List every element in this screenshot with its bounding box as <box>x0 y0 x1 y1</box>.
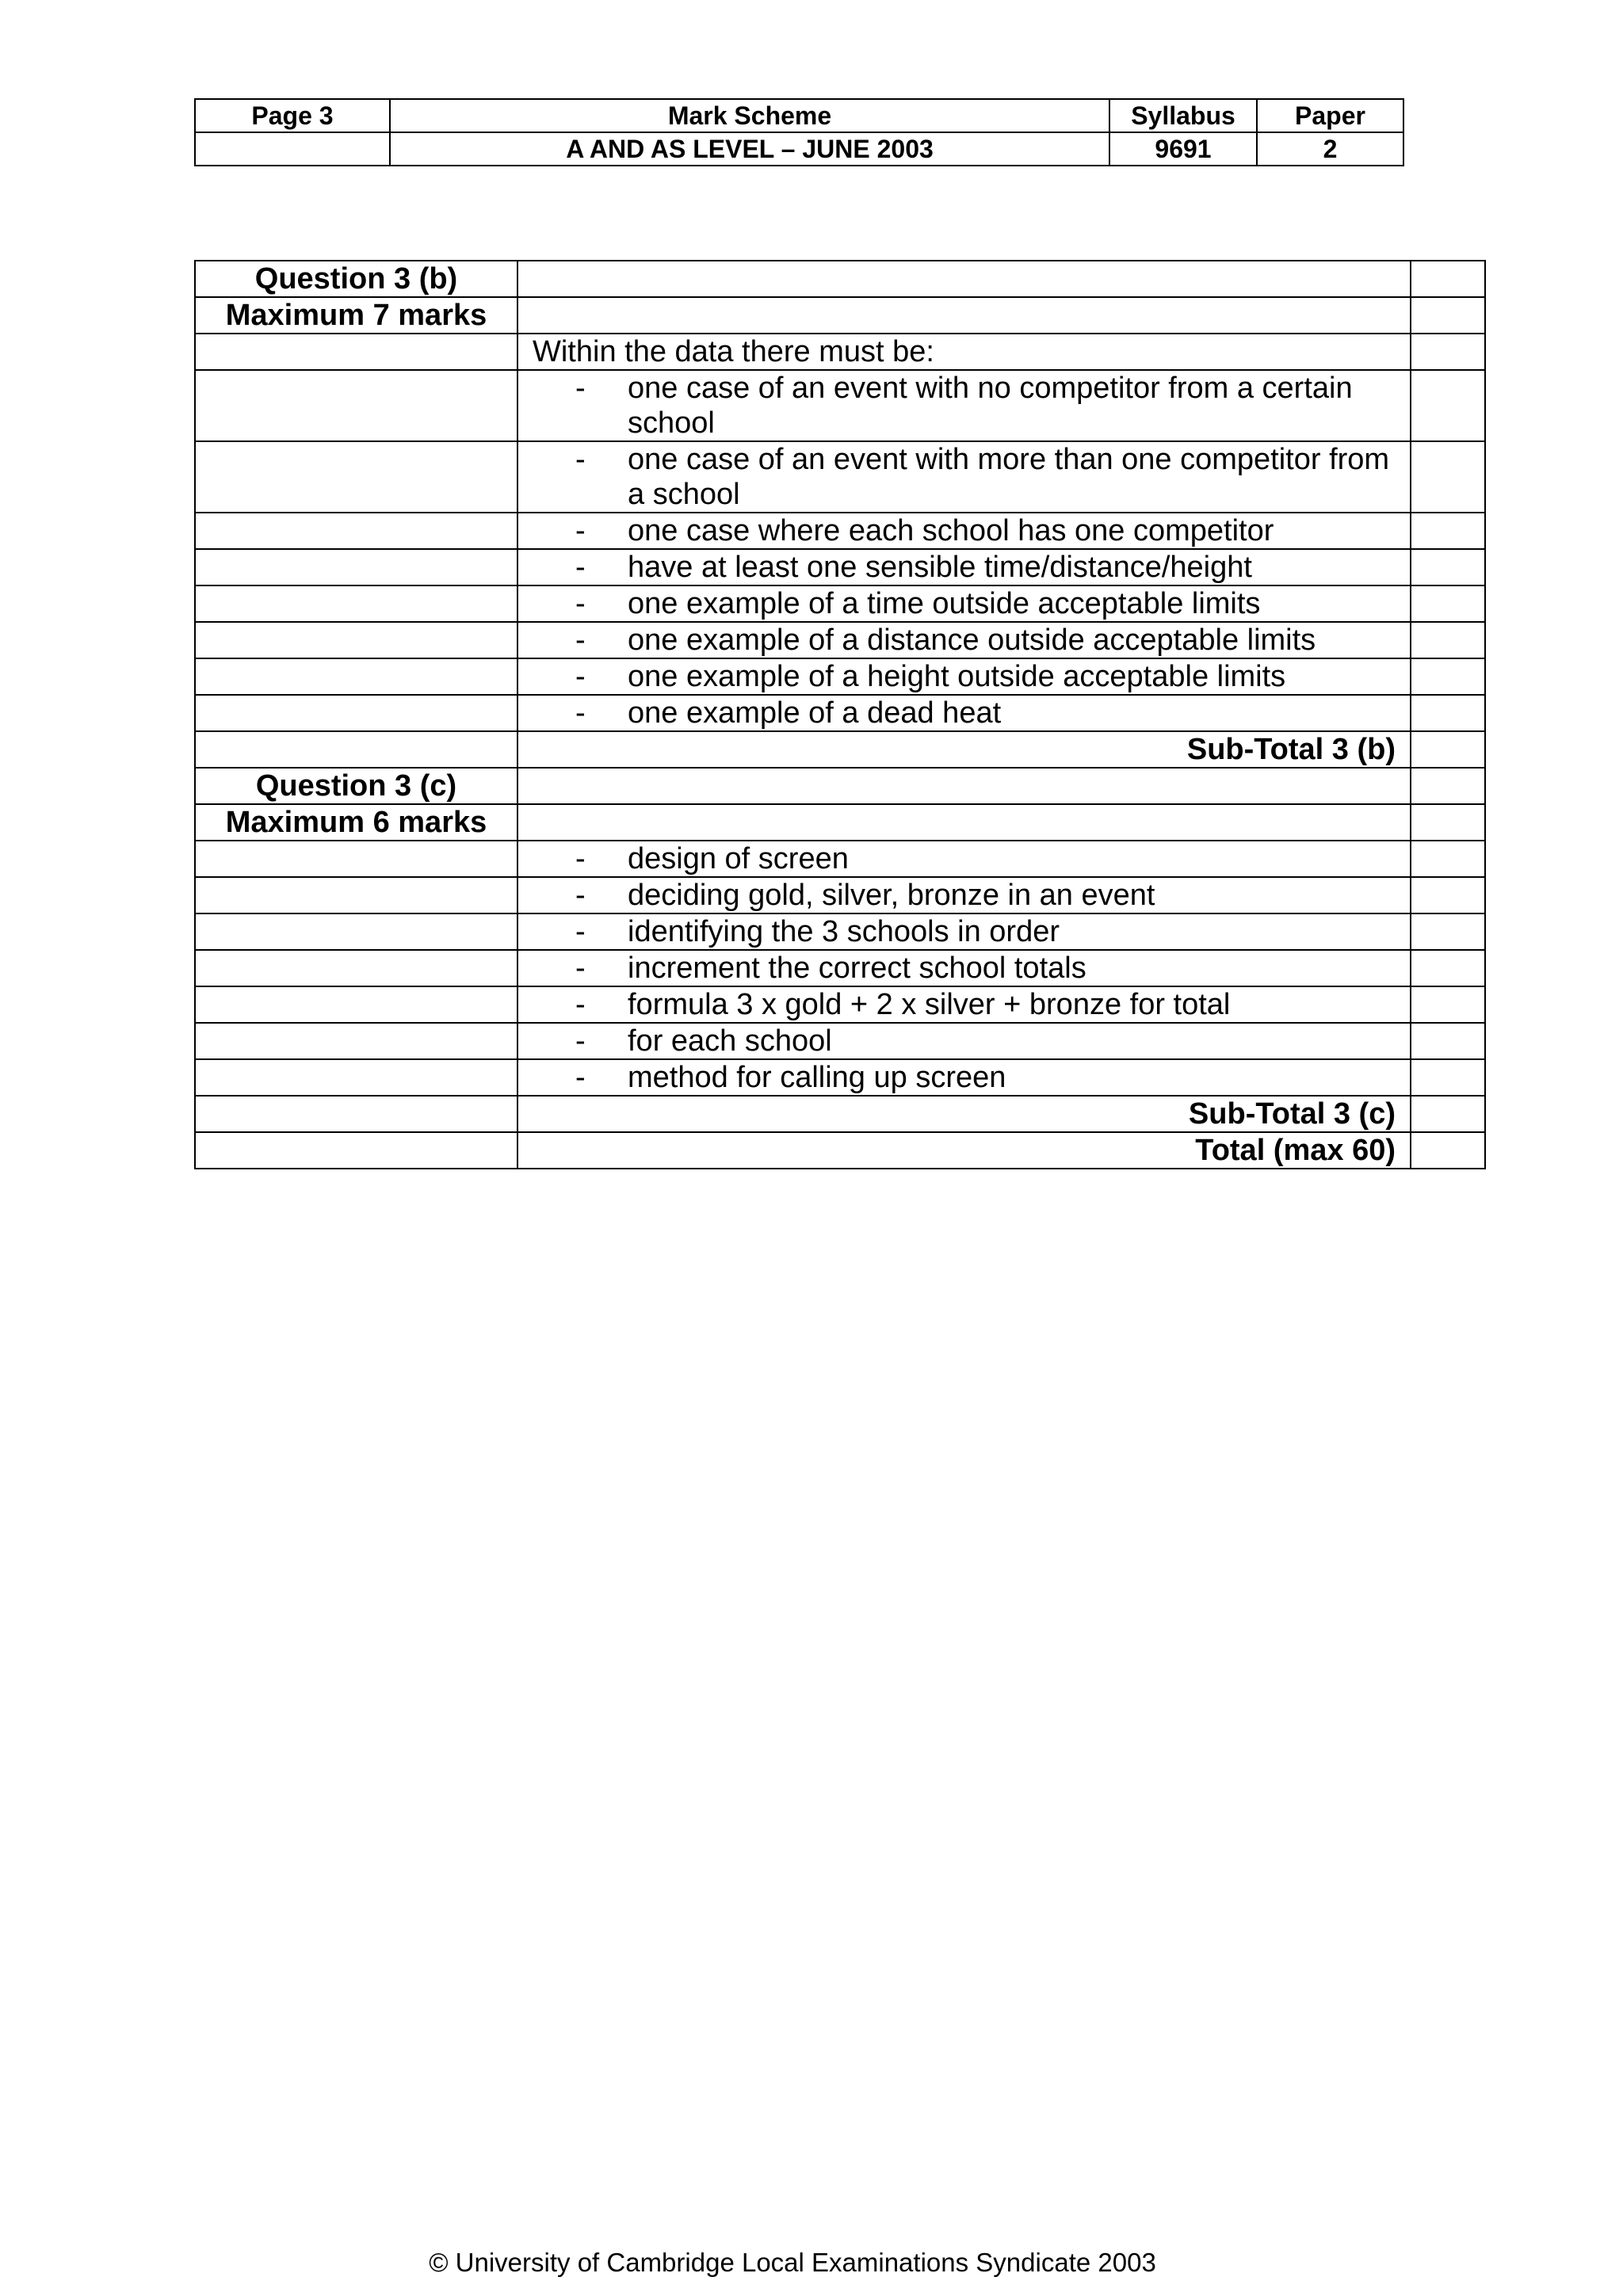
subtotal-label: Sub-Total 3 (c) <box>517 1096 1411 1132</box>
empty-cell <box>195 132 390 166</box>
document-title: Mark Scheme <box>390 99 1109 132</box>
exam-level: A AND AS LEVEL – JUNE 2003 <box>390 132 1109 166</box>
list-item: - deciding gold, silver, bronze in an event <box>575 879 1155 912</box>
table-row <box>195 1096 1485 1132</box>
copyright-footer: © University of Cambridge Local Examinations Syndicate 2003 <box>429 2248 1156 2277</box>
total-label: Total (max 60) <box>517 1132 1411 1169</box>
subtotal-label: Sub-Total 3 (b) <box>517 731 1411 768</box>
intro-text: Within the data there must be: <box>517 334 1411 370</box>
table-row <box>195 261 1485 297</box>
list-item: - one example of a height outside acceptable limits <box>575 660 1286 693</box>
syllabus-code: 9691 <box>1109 132 1257 166</box>
table-row <box>195 297 1485 334</box>
question-label: Question 3 (c) <box>195 768 517 804</box>
list-item: - one case of an event with no competitor from a certain school <box>575 372 1353 440</box>
list-item: - one example of a distance outside acceptable limits <box>575 624 1316 657</box>
header-row <box>195 132 1403 166</box>
table-row <box>195 695 1485 731</box>
table-row <box>195 1132 1485 1169</box>
table-row <box>195 841 1485 877</box>
list-item: - have at least one sensible time/distance/height <box>575 551 1252 584</box>
header-row <box>195 99 1403 132</box>
list-item: - identifying the 3 schools in order <box>575 915 1060 948</box>
table-row <box>195 658 1485 695</box>
table-row <box>195 768 1485 804</box>
syllabus-label: Syllabus <box>1109 99 1257 132</box>
max-marks: Maximum 7 marks <box>195 297 517 334</box>
list-item: - one example of a time outside acceptable limits <box>575 587 1261 620</box>
table-row <box>195 441 1485 513</box>
max-marks: Maximum 6 marks <box>195 804 517 841</box>
table-row <box>195 731 1485 768</box>
table-row <box>195 549 1485 585</box>
list-item: - for each school <box>575 1024 832 1058</box>
table-row <box>195 334 1485 370</box>
table-row <box>195 513 1485 549</box>
table-row <box>195 877 1485 913</box>
question-label: Question 3 (b) <box>195 261 517 297</box>
table-row <box>195 370 1485 441</box>
paper-label: Paper <box>1257 99 1403 132</box>
table-row <box>195 804 1485 841</box>
header-table <box>194 98 1404 166</box>
list-item: - one case of an event with more than one competitor from a school <box>575 443 1390 511</box>
list-item: - method for calling up screen <box>575 1061 1006 1094</box>
mark-scheme-table <box>194 260 1486 1169</box>
list-item: - formula 3 x gold + 2 x silver + bronze for total <box>575 988 1231 1021</box>
table-row <box>195 986 1485 1023</box>
list-item: - increment the correct school totals <box>575 952 1086 985</box>
list-item: - one case where each school has one competitor <box>575 514 1274 547</box>
list-item: - one example of a dead heat <box>575 696 1002 730</box>
table-row <box>195 622 1485 658</box>
page-number: Page 3 <box>195 99 390 132</box>
list-item: - design of screen <box>575 842 849 875</box>
table-row <box>195 1023 1485 1059</box>
table-row <box>195 585 1485 622</box>
table-row <box>195 913 1485 950</box>
table-row <box>195 950 1485 986</box>
paper-number: 2 <box>1257 132 1403 166</box>
table-row <box>195 1059 1485 1096</box>
